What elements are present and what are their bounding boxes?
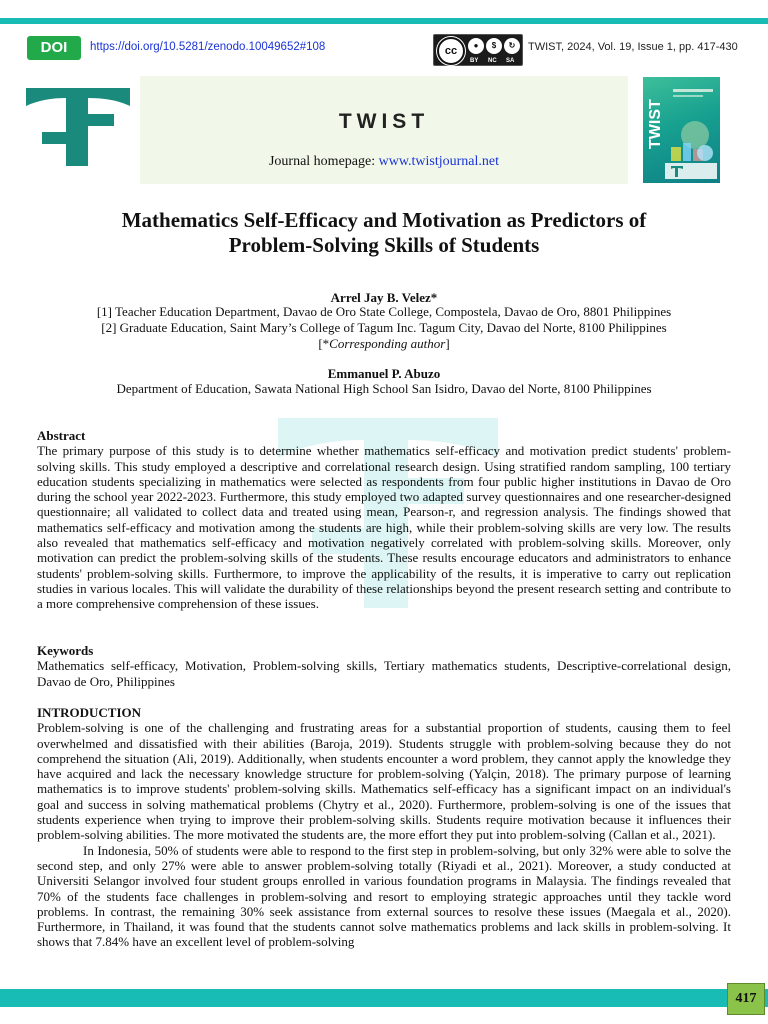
author-1-name: Arrel Jay B. Velez* xyxy=(330,290,438,305)
top-stripe xyxy=(0,18,768,24)
corresponding-close: ] xyxy=(445,336,450,351)
introduction-paragraph-1: Problem-solving is one of the challenging and frustrating areas for a substantial proportion of students, causing them to feel overwhelmed and dissatisfied with their abilities (Baroja, 2019). Students struggle with problem-solving because they do not comprehend the situation (Ali, 2019). Additionally, when students encounter a word problem, they cannot apply the knowledge they have acquired and lack the necessary knowledge structure for problem-solving (Yalçin, 2018). The primary purpose of learning mathematics is to improve students' problem-solving skills. Mathematics self-efficacy has a significant impact on an individual's goal and success in solving mathematical problems (Chytry et al., 2020). Furthermore, problem-solving is one of the issues that students experience when trying to improve their problem-solving skills. Students require motivation because it influences their problem-solving abilities. The more motivated the students are, the more effort they put into problem-solving (Callan et al., 2021). xyxy=(37,720,731,843)
title-line-1: Mathematics Self-Efficacy and Motivation as Predictors of xyxy=(121,208,647,232)
nc-label: NC xyxy=(488,58,497,64)
doi-link[interactable]: https://doi.org/10.5281/zenodo.10049652#108 xyxy=(90,41,326,53)
abstract-section xyxy=(37,428,731,612)
journal-name: TWIST xyxy=(338,110,430,133)
twist-logo-icon xyxy=(22,84,134,170)
sa-share-icon: ↻ xyxy=(504,38,520,54)
cc-icon: cc xyxy=(437,37,465,65)
journal-citation: TWIST, 2024, Vol. 19, Issue 1, pp. 417-430 xyxy=(528,41,738,53)
abstract-text: The primary purpose of this study is to determine whether mathematics self-efficacy and motivation predict students' problem-solving skills. This study employed a descriptive and correlational research design. Using stratified random sampling, 100 tertiary education students specializing in mathematics were selected as respondents from four public higher institutions in Davao de Oro during the school year 2022-2023. Furthermore, this study employed two adapted survey questionnaires and one researcher-designed questionnaire; all validated to collect data and treated using mean, Pearson-r, and regression analysis. The findings showed that mathematics self-efficacy and motivation among the students are high, while their problem-solving skills are very low. The results also revealed that mathematics self-efficacy and motivation negatively correlated with problem-solving skills. Moreover, only motivation can predict the problem-solving skills of the students. These results encourage educators and administrators to enhance students' problem-solving skills. Furthermore, to improve the applicability of the results, it is imperative to carry out replication studies in various locales. This will validate the durability of these relationships beyond the present research setting and contribute to a more comprehensive comprehension of these issues. xyxy=(37,443,731,612)
title-line-2: Problem-Solving Skills of Students xyxy=(228,233,540,257)
introduction-section xyxy=(37,705,731,950)
by-label: BY xyxy=(470,58,479,64)
author-2-affiliation: Department of Education, Sawata National High School San Isidro, Davao del Norte, 8100 Philippines xyxy=(116,381,652,396)
cc-license-badge[interactable] xyxy=(433,34,523,66)
corresponding-label: Corresponding author xyxy=(329,336,446,351)
author-1-affiliation-1: [1] Teacher Education Department, Davao de Oro State College, Compostela, Davao de Oro, 8801 Philippines xyxy=(96,304,672,319)
corresponding-open: [* xyxy=(318,336,330,351)
keywords-section xyxy=(37,643,731,689)
article-title xyxy=(40,208,728,258)
journal-cover-image xyxy=(643,77,720,183)
homepage-label: Journal homepage: xyxy=(268,154,376,169)
introduction-heading: INTRODUCTION xyxy=(37,705,142,720)
introduction-paragraph-2: In Indonesia, 50% of students were able to respond to the first step in problem-solving, but only 32% were able to solve the second step, and only 27% were able to answer problem-solving totally (Riyadi et al., 2021). Moreover, a study conducted at Universiti Selangor involved four student groups enrolled in various foundation programs in Malaysia. The findings revealed that 70% of the students face challenges in problem-solving and resort to employing strategic approaches until they tackle word problems. In contrast, the remaining 30% seek assistance from external sources to resolve these issues (Maegala et al., 2020). Furthermore, in Thailand, it was found that the students cannot solve mathematics problems and lack skills in problem-solving. It shows that 7.84% have an excellent level of problem-solving xyxy=(37,842,731,950)
page-number: 417 xyxy=(727,983,765,1015)
author-2-name: Emmanuel P. Abuzo xyxy=(327,366,441,381)
homepage-link[interactable]: www.twistjournal.net xyxy=(378,154,500,169)
author-1-affiliation-2: [2] Graduate Education, Saint Mary’s College of Tagum Inc. Tagum City, Davao del Norte, 8100 Philippines xyxy=(101,320,667,335)
sa-label: SA xyxy=(506,58,515,64)
doi-row xyxy=(0,34,768,64)
doi-badge: DOI xyxy=(27,36,81,60)
nc-dollar-icon: $ xyxy=(486,38,502,54)
journal-homepage xyxy=(140,154,628,170)
by-person-icon: ● xyxy=(468,38,484,54)
bottom-stripe xyxy=(0,989,768,1007)
keywords-heading: Keywords xyxy=(37,643,94,658)
keywords-text: Mathematics self-efficacy, Motivation, Problem-solving skills, Tertiary mathematics students, Descriptive-correlational design, Davao de Oro, Philippines xyxy=(37,658,731,689)
cover-art-icon xyxy=(665,85,717,179)
cover-title: TWIST xyxy=(647,99,664,149)
corresponding-author-note xyxy=(0,336,768,352)
abstract-heading: Abstract xyxy=(37,428,86,443)
